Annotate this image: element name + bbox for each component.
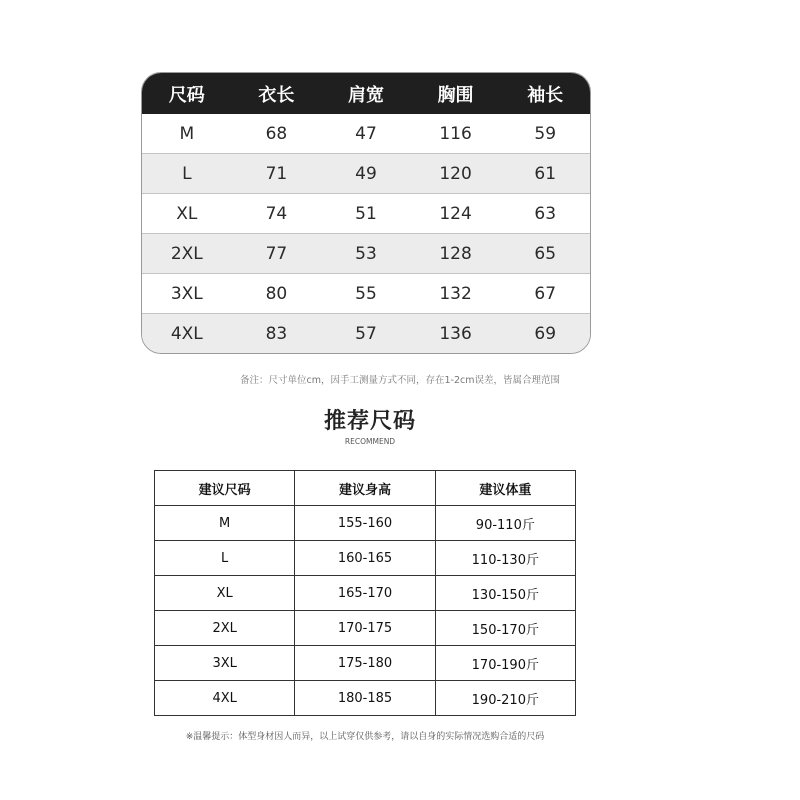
header-size: 尺码 (142, 73, 232, 114)
size-chart-row (142, 233, 590, 273)
size-note: 备注：尺寸单位cm，因手工测量方式不同，存在1-2cm误差，皆属合理范围 (240, 375, 560, 386)
recommend-row (155, 506, 576, 541)
recommended-height-cell: 175-180 (295, 646, 435, 681)
recommend-subtitle: RECOMMEND (344, 437, 396, 446)
shoulder-cell: 57 (321, 313, 411, 353)
recommend-row (155, 541, 576, 576)
recommend-row (155, 611, 576, 646)
chest-cell: 128 (411, 233, 501, 273)
recommended-weight-cell: 110-130斤 (435, 541, 575, 576)
recommended-weight-cell: 190-210斤 (435, 681, 575, 716)
size-chart-row (142, 193, 590, 233)
shoulder-cell: 49 (321, 153, 411, 193)
size-chart-table (141, 72, 591, 354)
header-chest: 胸围 (411, 73, 501, 114)
recommended-size-cell: XL (155, 576, 295, 611)
size-chart-row (142, 153, 590, 193)
recommend-header-row (155, 471, 576, 506)
size-chart-header-row (142, 73, 590, 114)
sleeve-cell: 59 (500, 114, 590, 153)
size-cell: 2XL (142, 233, 232, 273)
length-cell: 74 (232, 193, 322, 233)
shoulder-cell: 55 (321, 273, 411, 313)
recommend-row (155, 576, 576, 611)
length-cell: 71 (232, 153, 322, 193)
length-cell: 80 (232, 273, 322, 313)
size-cell: 3XL (142, 273, 232, 313)
shoulder-cell: 47 (321, 114, 411, 153)
size-cell: M (142, 114, 232, 153)
sleeve-cell: 63 (500, 193, 590, 233)
recommend-row (155, 681, 576, 716)
size-chart-body (142, 114, 590, 353)
recommended-weight-cell: 170-190斤 (435, 646, 575, 681)
recommended-height-cell: 155-160 (295, 506, 435, 541)
shoulder-cell: 53 (321, 233, 411, 273)
size-chart-row (142, 114, 590, 153)
recommended-height-cell: 165-170 (295, 576, 435, 611)
recommended-height-cell: 180-185 (295, 681, 435, 716)
size-cell: 4XL (142, 313, 232, 353)
length-cell: 68 (232, 114, 322, 153)
recommended-weight-cell: 150-170斤 (435, 611, 575, 646)
header-shoulder: 肩宽 (321, 73, 411, 114)
recommended-weight-cell: 90-110斤 (435, 506, 575, 541)
length-cell: 77 (232, 233, 322, 273)
shoulder-cell: 51 (321, 193, 411, 233)
header-length: 衣长 (232, 73, 322, 114)
recommended-size-cell: 4XL (155, 681, 295, 716)
header-recommended-weight: 建议体重 (435, 471, 575, 506)
header-recommended-height: 建议身高 (295, 471, 435, 506)
chest-cell: 124 (411, 193, 501, 233)
recommended-weight-cell: 130-150斤 (435, 576, 575, 611)
recommended-size-cell: L (155, 541, 295, 576)
chest-cell: 132 (411, 273, 501, 313)
recommend-row (155, 646, 576, 681)
size-chart-row (142, 313, 590, 353)
header-sleeve: 袖长 (500, 73, 590, 114)
recommended-height-cell: 160-165 (295, 541, 435, 576)
size-chart-row (142, 273, 590, 313)
recommend-title: 推荐尺码 (323, 409, 416, 434)
size-cell: L (142, 153, 232, 193)
sleeve-cell: 67 (500, 273, 590, 313)
recommended-height-cell: 170-175 (295, 611, 435, 646)
sleeve-cell: 61 (500, 153, 590, 193)
chest-cell: 120 (411, 153, 501, 193)
recommended-size-cell: 3XL (155, 646, 295, 681)
sleeve-cell: 65 (500, 233, 590, 273)
recommended-size-cell: 2XL (155, 611, 295, 646)
chest-cell: 116 (411, 114, 501, 153)
length-cell: 83 (232, 313, 322, 353)
recommend-body (155, 506, 576, 716)
size-cell: XL (142, 193, 232, 233)
recommend-table (154, 470, 576, 716)
header-recommended-size: 建议尺码 (155, 471, 295, 506)
chest-cell: 136 (411, 313, 501, 353)
sleeve-cell: 69 (500, 313, 590, 353)
warm-tip: ※温馨提示：体型身材因人而异，以上试穿仅供参考，请以自身的实际情况选购合适的尺码 (185, 732, 545, 742)
recommended-size-cell: M (155, 506, 295, 541)
